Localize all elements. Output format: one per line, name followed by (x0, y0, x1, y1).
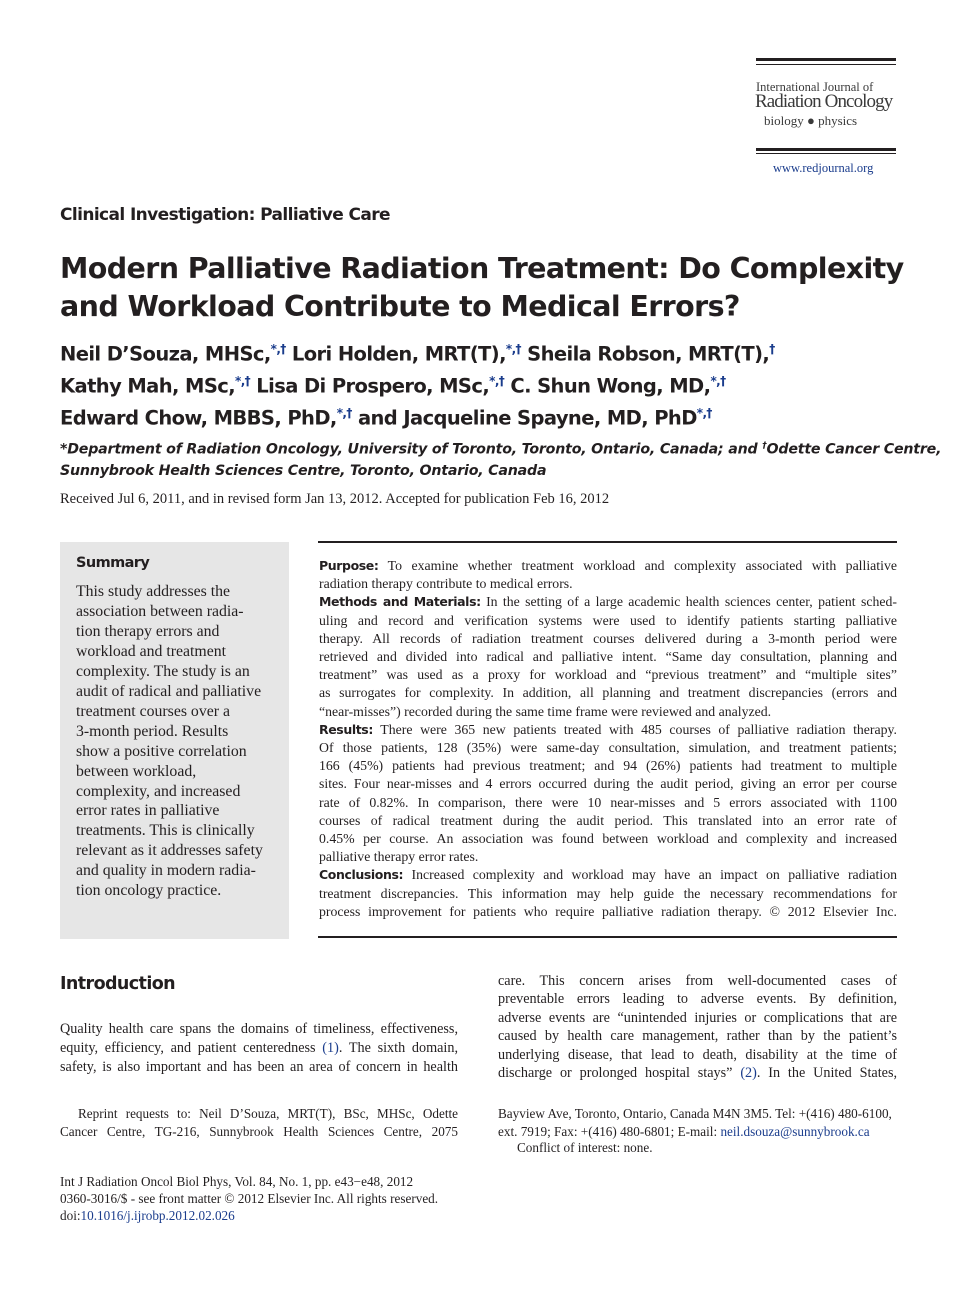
abstract-line (319, 722, 897, 738)
abstract-text: palliative therapy error rates. (319, 849, 479, 865)
section-label: Clinical Investigation: Palliative Care (60, 205, 390, 225)
issn-line: 0360-3016/$ - see front matter © 2012 Elsevier Inc. All rights reserved. (60, 1191, 439, 1206)
author-marks[interactable]: *,† (489, 374, 505, 388)
body-text: equity, efficiency, and patient centeredness (60, 1040, 323, 1056)
abstract-text: There were 365 new patients treated with 485 courses of palliative radiation therapy. (372, 721, 897, 737)
author-line (60, 368, 775, 400)
doi-link[interactable]: 10.1016/j.ijrobp.2012.02.026 (80, 1208, 235, 1223)
author-name: Lisa Di Prospero, MSc, (256, 374, 490, 398)
body-text-line: care. This concern arises from well-documented cases of (498, 973, 897, 989)
abstract-section-label: Results: (319, 721, 373, 737)
author-line (60, 336, 775, 368)
abstract-text: “near-misses”) recorded during the same time frame were reviewed and analyzed. (319, 703, 772, 719)
author-name: Lori Holden, MRT(T), (291, 342, 506, 366)
abstract-text: sites. Four near-misses and 4 errors occurred during the audit period, giving an error per course (319, 776, 897, 792)
affiliations (60, 436, 941, 482)
abstract-text: Of those patients, 128 (35%) were same-day consultation, simulation, and treatment patients; (319, 740, 897, 755)
journal-name-line3: biology ● physics (764, 113, 858, 128)
abstract-text: treatment discrepancies. This information may help guide the necessary recommendations for (319, 885, 897, 901)
abstract-line (319, 776, 897, 792)
title-line: Modern Palliative Radiation Treatment: Do Complexity (60, 252, 904, 285)
logo-bottom-rule (756, 148, 896, 151)
author-name: Edward Chow, MBBS, PhD, (60, 406, 337, 430)
abstract-section-label: Purpose: (319, 558, 379, 573)
author-name: C. Shun Wong, MD, (510, 374, 711, 398)
author-name: Neil D’Souza, MHSc, (60, 342, 271, 366)
reference-link[interactable]: (2) (740, 1065, 757, 1081)
abstract-line (319, 758, 897, 774)
summary-line: tion oncology practice. (76, 882, 222, 900)
abstract-line (319, 649, 897, 665)
dagger-mark: † (762, 441, 767, 451)
doi-line (60, 1208, 235, 1224)
abstract-line (319, 558, 897, 574)
summary-line: audit of radical and palliative (76, 682, 262, 700)
summary-line: between workload, (76, 762, 197, 780)
summary-line: relevant as it addresses safety (76, 842, 263, 860)
author-marks[interactable]: *,† (710, 374, 726, 388)
summary-title: Summary (76, 555, 150, 571)
reference-link[interactable]: (1) (322, 1040, 339, 1056)
body-text-line: preventable errors leading to adverse events. By definition, (498, 991, 897, 1008)
affiliation-line (60, 436, 941, 461)
abstract-line (319, 576, 897, 592)
abstract-line (319, 613, 897, 629)
author-marks[interactable]: *,† (696, 406, 712, 420)
abstract-text: as surrogates for complexity. In addition, all planning and treatment discrepancies (errors and (319, 685, 897, 701)
abstract-line (319, 867, 897, 883)
logo-top-rule-thin (756, 64, 896, 65)
summary-line: show a positive correlation (76, 742, 247, 760)
body-text-line (498, 1065, 897, 1082)
journal-name-line2: Radiation Oncology (755, 91, 893, 112)
reprint-footnote-line: Reprint requests to: Neil D’Souza, MRT(T), BSc, MHSc, Odette (78, 1106, 458, 1121)
email-link[interactable]: neil.dsouza@sunnybrook.ca (720, 1124, 870, 1139)
body-text: . The sixth domain, (338, 1040, 458, 1056)
summary-line: 3-month period. Results (76, 722, 229, 740)
abstract-line (319, 831, 897, 847)
received-dates: Received Jul 6, 2011, and in revised form Jan 13, 2012. Accepted for publication Feb 16, 2012 (60, 491, 610, 507)
summary-line: association between radia- (76, 602, 244, 620)
author-name: Kathy Mah, MSc, (60, 374, 236, 398)
abstract-top-rule (318, 541, 897, 543)
affiliation-line: Sunnybrook Health Sciences Centre, Toronto, Ontario, Canada (60, 462, 547, 479)
author-marks[interactable]: *,† (505, 342, 521, 356)
author-name: and Jacqueline Spayne, MD, PhD (357, 406, 697, 430)
abstract-line (319, 904, 897, 920)
body-text-line: Quality health care spans the domains of timeliness, effectiveness, (60, 1021, 458, 1037)
body-text-line: safety, is also important and has been an area of concern in health (60, 1059, 458, 1075)
citation-line: Int J Radiation Oncol Biol Phys, Vol. 84, No. 1, pp. e43−e48, 2012 (60, 1174, 414, 1189)
body-text-line: adverse events are “unintended injuries or complications that are (498, 1009, 897, 1026)
journal-url-link[interactable]: www.redjournal.org (773, 161, 874, 175)
abstract-line (319, 704, 897, 720)
summary-line: workload and treatment (76, 642, 227, 660)
body-text-line: caused by health care management, rather than by the patient’s (498, 1028, 897, 1045)
abstract-text: 166 (45%) patients had previous treatment; and 94 (26%) patients had treatment to multiple (319, 758, 897, 774)
reprint-footnote-line: Cancer Centre, TG-216, Sunnybrook Health Sciences Centre, 2075 (60, 1124, 458, 1139)
summary-line: and quality in modern radia- (76, 862, 256, 880)
reprint-footnote-line: Bayview Ave, Toronto, Ontario, Canada M4N 3M5. Tel: +(416) 480-6100, (498, 1106, 892, 1121)
body-text: . In the United States, (756, 1065, 898, 1081)
abstract-text: In the setting of a large academic health sciences center, patient sched- (480, 594, 898, 610)
abstract-line (319, 631, 897, 647)
abstract-text: process improvement for patients who require palliative radiation therapy. © 2012 Elsevier Inc. (319, 903, 897, 919)
abstract-text: therapy. All records of radiation treatment courses delivered during a 3-month period were (319, 630, 897, 646)
conflict-of-interest: Conflict of interest: none. (517, 1140, 653, 1155)
abstract-line (319, 594, 897, 610)
author-line (60, 400, 775, 432)
abstract-line (319, 849, 897, 865)
summary-line: treatments. This is clinically (76, 822, 255, 840)
body-text: discharge or prolonged hospital stays” (498, 1065, 741, 1081)
abstract-text: rate of 0.82%. In comparison, there were 10 near-misses and 5 errors associated with 1100 (319, 794, 897, 810)
title-line: and Workload Contribute to Medical Errors? (60, 290, 740, 323)
abstract-section-label: Conclusions: (319, 867, 404, 883)
affiliation-text: Odette Cancer Centre, (766, 441, 942, 458)
author-marks[interactable]: † (769, 342, 775, 356)
author-marks[interactable]: *,† (336, 406, 352, 420)
abstract-line (319, 795, 897, 811)
author-list (60, 336, 775, 432)
abstract-section-label: Methods and Materials: (319, 594, 481, 610)
article-title (60, 250, 904, 326)
author-marks[interactable]: *,† (235, 374, 251, 388)
journal-name-line1: International Journal of (756, 80, 874, 94)
author-marks[interactable]: *,† (270, 342, 286, 356)
abstract-text: treatment” was used as a proxy for workload and “previous treatment” and “multiple sites” (319, 667, 897, 683)
abstract-text: uling and record and verification systems were used to identify patients starting palliative (319, 612, 897, 628)
reprint-footnote-line (498, 1124, 870, 1140)
abstract-line (319, 813, 897, 829)
abstract-text: Increased complexity and workload may have an impact on palliative radiation (403, 867, 897, 883)
body-text-line (60, 1040, 458, 1057)
affiliation-text: *Department of Radiation Oncology, University of Toronto, Toronto, Ontario, Canada; and (60, 441, 763, 458)
doi-prefix: doi: (60, 1208, 81, 1223)
summary-line: This study addresses the (76, 583, 230, 600)
abstract-text: 0.45% per course. An association was found between workload and complexity and increased (319, 831, 897, 846)
summary-line: treatment courses over a (76, 702, 230, 720)
introduction-heading: Introduction (60, 974, 175, 994)
logo-bottom-rule-thin (756, 153, 896, 154)
abstract-text: courses of radical treatment during the audit period. This translated into an error rate of (319, 812, 897, 828)
summary-line: complexity, and increased (76, 782, 241, 800)
abstract-line (319, 667, 897, 683)
logo-top-rule (756, 58, 896, 61)
abstract-bottom-rule (318, 936, 897, 938)
summary-line: error rates in palliative (76, 802, 220, 820)
author-name: Sheila Robson, MRT(T), (527, 342, 770, 366)
abstract-text: retrieved and divided into radical and palliative intent. “Same day consultation, planning and (319, 649, 897, 664)
abstract-line (319, 685, 897, 701)
summary-line: tion therapy errors and (76, 622, 220, 640)
abstract-line (319, 740, 897, 756)
abstract-text: To examine whether treatment workload and complexity associated with palliative (378, 558, 897, 573)
abstract-text: radiation therapy contribute to medical errors. (319, 576, 573, 592)
body-text-line: underlying disease, that lead to death, disability at the time of (498, 1046, 897, 1063)
abstract-line (319, 886, 897, 902)
footnote-text: ext. 7919; Fax: +(416) 480-6801; E-mail: (498, 1124, 721, 1139)
summary-line: complexity. The study is an (76, 662, 250, 680)
